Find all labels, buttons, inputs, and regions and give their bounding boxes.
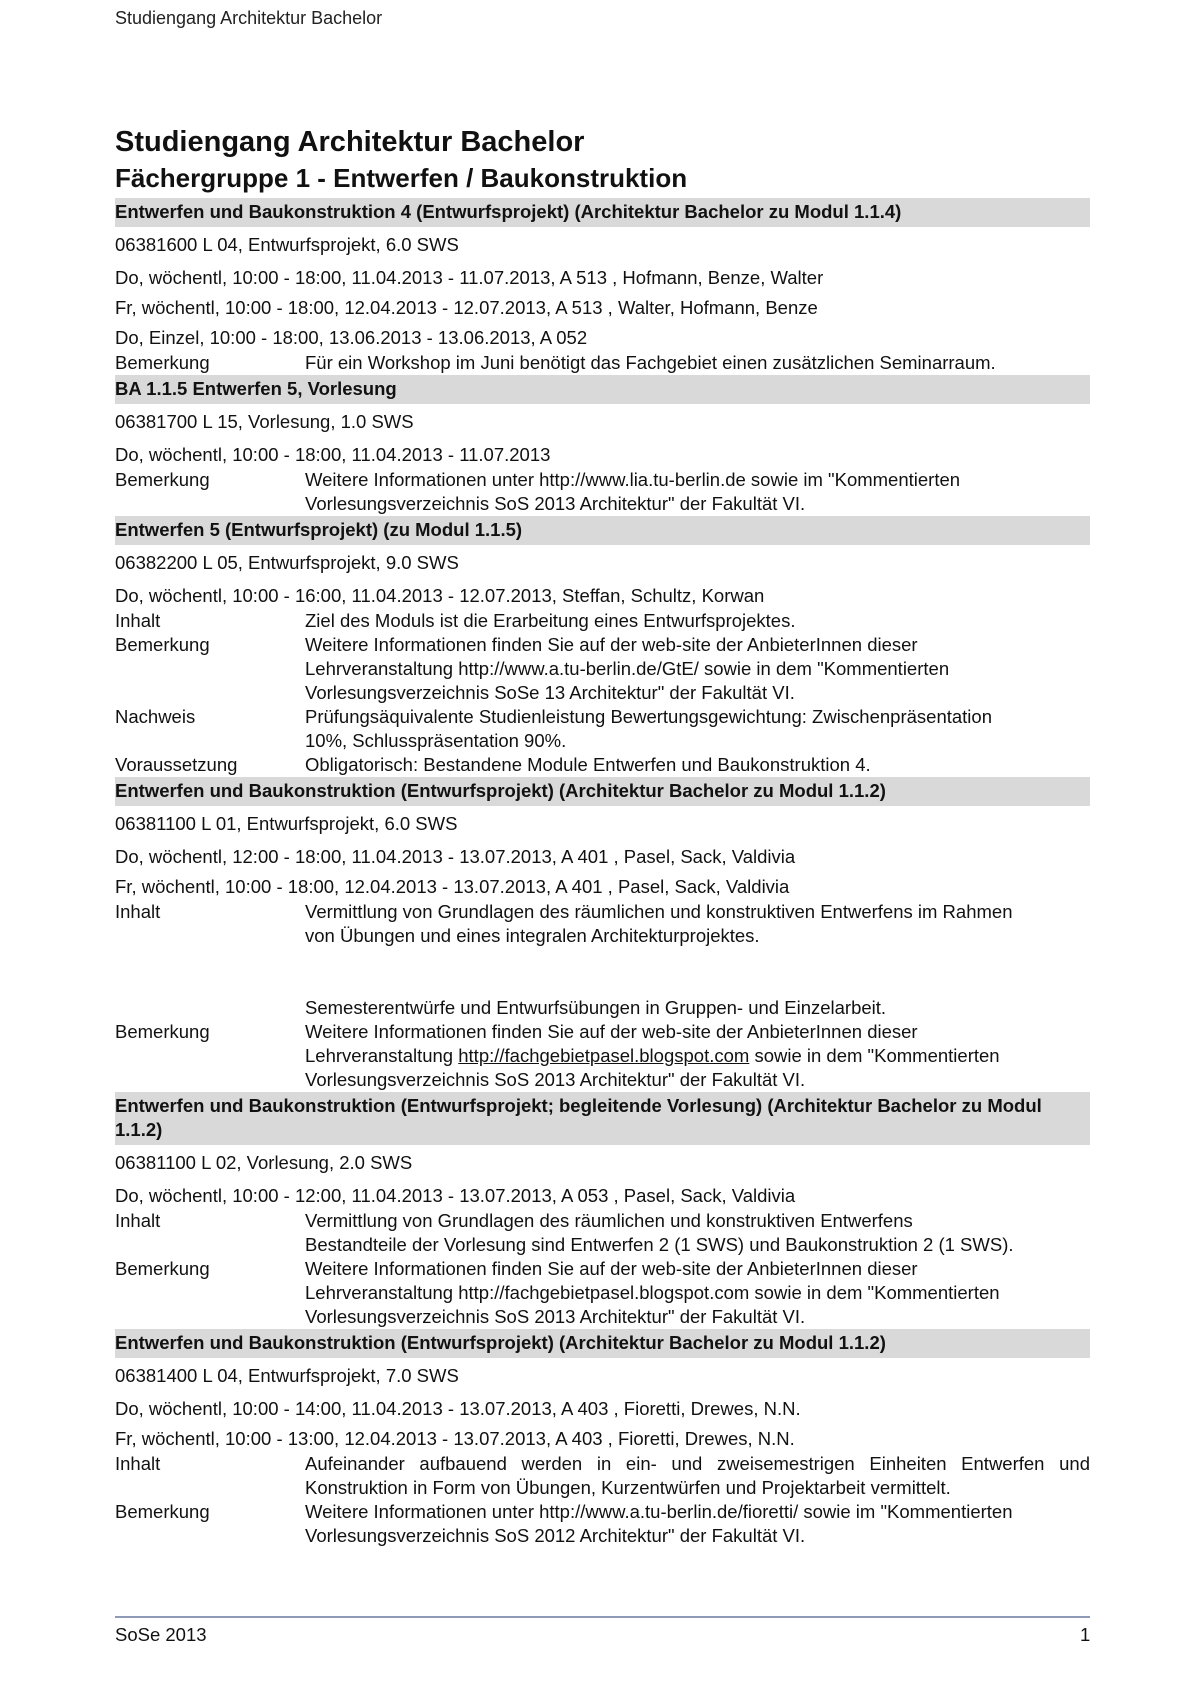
- field-label: Nachweis: [115, 706, 196, 727]
- document-body: [115, 124, 1090, 1548]
- field-value: [305, 1020, 1090, 1092]
- field-value-text: Weitere Informationen finden Sie auf der web-site der AnbieterInnen dieser Lehrveranstaltung: [305, 1021, 918, 1066]
- course-title: Entwerfen 5 (Entwurfsprojekt) (zu Modul 1.1.5): [115, 516, 1090, 545]
- blog-link[interactable]: http://fachgebietpasel.blogspot.com: [458, 1045, 750, 1066]
- course-title: BA 1.1.5 Entwerfen 5, Vorlesung: [115, 375, 1090, 404]
- course-title: Entwerfen und Baukonstruktion (Entwurfsprojekt; begleitende Vorlesung) (Architektur Bachelor zu Modul 1.1.2): [115, 1092, 1090, 1145]
- field-value: Weitere Informationen unter http://www.lia.tu-berlin.de sowie im "Kommentierten Vorlesungsverzeichnis SoS 2013 Architektur" der Fakultät VI.: [305, 469, 961, 514]
- course-session: Fr, wöchentl, 10:00 - 18:00, 12.04.2013 - 12.07.2013, A 513 , Walter, Hofmann, Benze: [115, 297, 818, 318]
- field-value: Weitere Informationen unter http://www.a.tu-berlin.de/fioretti/ sowie im "Kommentierten Vorlesungsverzeichnis SoS 2012 Architektur" der Fakultät VI.: [305, 1501, 1013, 1546]
- running-header: Studiengang Architektur Bachelor: [115, 8, 383, 28]
- course-entry: [115, 1092, 1090, 1329]
- field-label: Inhalt: [115, 610, 161, 631]
- course-entry: [115, 777, 1090, 1092]
- course-entry: [115, 198, 1090, 375]
- field-value: Weitere Informationen finden Sie auf der web-site der AnbieterInnen dieser Lehrveranstaltung http://www.a.tu-berlin.de/GtE/ sowie in dem "Kommentierten Vorlesungsverzeichnis SoSe 13 Architektur" der Fakultät VI.: [305, 634, 950, 703]
- course-code: 06381700 L 15, Vorlesung, 1.0 SWS: [115, 411, 414, 432]
- course-title: Entwerfen und Baukonstruktion 4 (Entwurfsprojekt) (Architektur Bachelor zu Modul 1.1.4): [115, 198, 1090, 227]
- field-label: Inhalt: [115, 1453, 161, 1474]
- field-label: Inhalt: [115, 901, 161, 922]
- course-code: 06381100 L 02, Vorlesung, 2.0 SWS: [115, 1152, 413, 1173]
- course-code: 06382200 L 05, Entwurfsprojekt, 9.0 SWS: [115, 552, 459, 573]
- field-value: Vermittlung von Grundlagen des räumlichen und konstruktiven Entwerfens Bestandteile der Vorlesung sind Entwerfen 2 (1 SWS) und Baukonstruktion 2 (1 SWS).: [305, 1210, 1014, 1255]
- course-field: [115, 705, 1090, 753]
- field-label: Bemerkung: [115, 634, 210, 655]
- footer-divider: [115, 1616, 1090, 1618]
- field-value: Vermittlung von Grundlagen des räumlichen und konstruktiven Entwerfens im Rahmen von Übungen und eines integralen Architekturprojektes. Semesterentwürfe und Entwurfsübungen in Gruppen- und Einzelarbeit.: [305, 901, 1013, 1018]
- course-code: 06381100 L 01, Entwurfsprojekt, 6.0 SWS: [115, 813, 458, 834]
- field-value: Prüfungsäquivalente Studienleistung Bewertungsgewichtung: Zwischenpräsentation 10%, Schlusspräsentation 90%.: [305, 706, 992, 751]
- field-label: Bemerkung: [115, 469, 210, 490]
- course-title: Entwerfen und Baukonstruktion (Entwurfsprojekt) (Architektur Bachelor zu Modul 1.1.2): [115, 777, 1090, 806]
- field-label: Bemerkung: [115, 1021, 210, 1042]
- course-session: Do, wöchentl, 10:00 - 18:00, 11.04.2013 - 11.07.2013: [115, 444, 551, 465]
- course-field: [115, 633, 1090, 705]
- course-field: [115, 468, 1090, 516]
- course-session: Do, wöchentl, 10:00 - 12:00, 11.04.2013 - 13.07.2013, A 053 , Pasel, Sack, Valdivia: [115, 1185, 796, 1206]
- course-field: [115, 1020, 1090, 1092]
- course-entry: [115, 1329, 1090, 1548]
- field-value-text: sowie in dem "Kommentierten Vorlesungsverzeichnis SoS 2013 Architektur" der Fakultät VI.: [305, 1045, 1000, 1090]
- course-field: [115, 900, 1090, 1020]
- field-label: Voraussetzung: [115, 754, 238, 775]
- course-session: Do, Einzel, 10:00 - 18:00, 13.06.2013 - 13.06.2013, A 052: [115, 327, 588, 348]
- course-field: [115, 1209, 1090, 1257]
- course-session: Fr, wöchentl, 10:00 - 18:00, 12.04.2013 - 13.07.2013, A 401 , Pasel, Sack, Valdivia: [115, 876, 790, 897]
- course-entry: [115, 516, 1090, 777]
- course-field: [115, 1257, 1090, 1329]
- course-field: [115, 1500, 1090, 1548]
- field-value: Ziel des Moduls ist die Erarbeitung eines Entwurfsprojektes.: [305, 610, 796, 631]
- course-code: 06381400 L 04, Entwurfsprojekt, 7.0 SWS: [115, 1365, 459, 1386]
- course-field: [115, 1452, 1090, 1500]
- page-title: Studiengang Architektur Bachelor: [115, 126, 585, 158]
- course-session: Fr, wöchentl, 10:00 - 13:00, 12.04.2013 - 13.07.2013, A 403 , Fioretti, Drewes, N.N.: [115, 1428, 795, 1449]
- course-entry: [115, 375, 1090, 516]
- field-label: Bemerkung: [115, 1501, 210, 1522]
- course-title: Entwerfen und Baukonstruktion (Entwurfsprojekt) (Architektur Bachelor zu Modul 1.1.2): [115, 1329, 1090, 1358]
- course-session: Do, wöchentl, 10:00 - 18:00, 11.04.2013 - 11.07.2013, A 513 , Hofmann, Benze, Walter: [115, 267, 824, 288]
- field-value: Obligatorisch: Bestandene Module Entwerfen und Baukonstruktion 4.: [305, 754, 871, 775]
- footer-semester: SoSe 2013: [115, 1624, 207, 1645]
- course-session: Do, wöchentl, 10:00 - 14:00, 11.04.2013 - 13.07.2013, A 403 , Fioretti, Drewes, N.N.: [115, 1398, 801, 1419]
- field-label: Bemerkung: [115, 1258, 210, 1279]
- page-subtitle: Fächergruppe 1 - Entwerfen / Baukonstruktion: [115, 163, 688, 193]
- course-field: [115, 351, 1090, 375]
- page-number: 1: [1080, 1624, 1091, 1645]
- course-field: [115, 753, 1090, 777]
- field-value: Für ein Workshop im Juni benötigt das Fachgebiet einen zusätzlichen Seminarraum.: [305, 352, 996, 373]
- course-session: Do, wöchentl, 12:00 - 18:00, 11.04.2013 - 13.07.2013, A 401 , Pasel, Sack, Valdivia: [115, 846, 796, 867]
- field-label: Bemerkung: [115, 352, 210, 373]
- course-code: 06381600 L 04, Entwurfsprojekt, 6.0 SWS: [115, 234, 459, 255]
- field-label: Inhalt: [115, 1210, 161, 1231]
- field-value: Weitere Informationen finden Sie auf der web-site der AnbieterInnen dieser Lehrveranstaltung http://fachgebietpasel.blogspot.com sowie in dem "Kommentierten Vorlesungsverzeichnis SoS 2013 Architektur" der Fakultät VI.: [305, 1258, 1000, 1327]
- course-field: [115, 609, 1090, 633]
- course-session: Do, wöchentl, 10:00 - 16:00, 11.04.2013 - 12.07.2013, Steffan, Schultz, Korwan: [115, 585, 765, 606]
- field-value: Aufeinander aufbauend werden in ein- und zweisemestrigen Einheiten Entwerfen und Konstruktion in Form von Übungen, Kurzentwürfen und Projektarbeit vermittelt.: [305, 1453, 1090, 1498]
